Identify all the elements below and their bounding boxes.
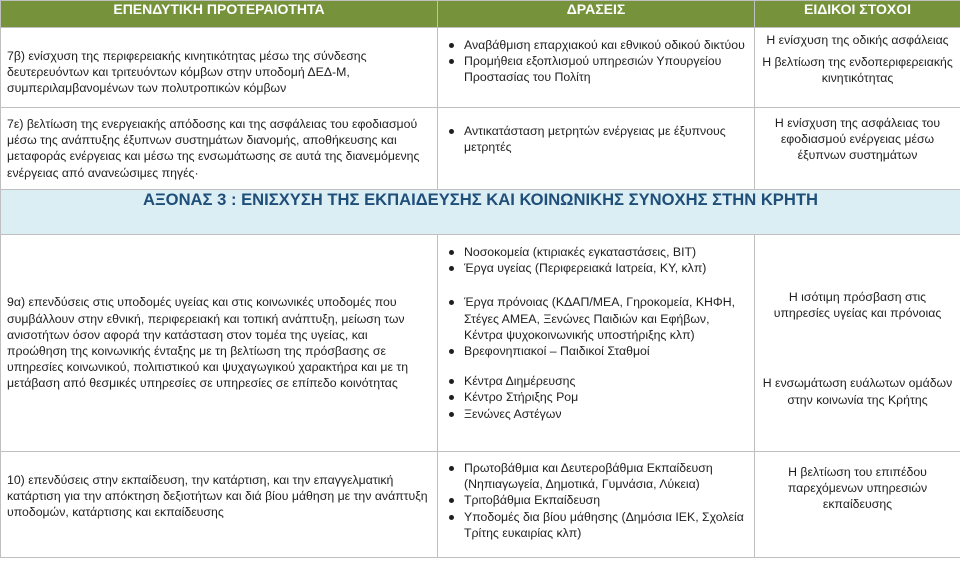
action-item: Τριτοβάθμια Εκπαίδευση <box>444 492 748 508</box>
action-item: Κέντρα Διημέρευσης <box>444 373 748 389</box>
axis-title: ΑΞΟΝΑΣ 3 : ΕΝΙΣΧΥΣΗ ΤΗΣ ΕΚΠΑΙΔΕΥΣΗΣ ΚΑΙ ΚΟΙΝΩΝΙΚΗΣ ΣΥΝΟΧΗΣ ΣΤΗΝ ΚΡΗΤΗ <box>1 190 960 235</box>
targets-cell <box>755 452 960 558</box>
actions-cell <box>438 108 755 190</box>
table-row <box>1 235 960 452</box>
axis-banner-row <box>1 190 960 235</box>
action-item: Κέντρο Στήριξης Ρομ <box>444 389 748 405</box>
priority-cell: 7β) ενίσχυση της περιφερειακής κινητικότητας μέσω της σύνδεσης δευτερευόντων και τριτευόντων κόμβων στην υποδομή ΔΕΔ-Μ, συμπεριλαμβανομένων των πολυτροπικών κόμβων <box>1 28 438 108</box>
table-row <box>1 28 960 108</box>
targets-cell <box>755 108 960 190</box>
action-item: Προμήθεια εξοπλισμού υπηρεσιών Υπουργείου Προστασίας του Πολίτη <box>444 53 748 85</box>
action-item: Έργα υγείας (Περιφερειακά Ιατρεία, ΚΥ, κλπ) <box>444 260 748 276</box>
header-targets: ΕΙΔΙΚΟΙ ΣΤΟΧΟΙ <box>755 1 960 28</box>
actions-cell <box>438 235 755 452</box>
target-text: Η βελτίωση της ενδοπεριφερειακής κινητικότητας <box>762 55 953 86</box>
actions-group-health <box>444 244 748 276</box>
target-text: Η ενίσχυση της ασφάλειας του εφοδιασμού ενέργειας μέσω έξυπνων συστημάτων <box>774 116 941 163</box>
actions-group-welfare <box>444 294 748 359</box>
actions-cell <box>438 28 755 108</box>
target-text: Η ισότιμη πρόσβαση στις υπηρεσίες υγείας και πρόνοιας <box>773 290 942 321</box>
action-item: Ξενώνες Αστέγων <box>444 406 748 422</box>
action-item: Νοσοκομεία (κτιριακές εγκαταστάσεις, ΒΙΤ) <box>444 244 748 260</box>
table-row <box>1 452 960 558</box>
targets-cell <box>755 28 960 108</box>
action-item: Αντικατάσταση μετρητών ενέργειας με έξυπνους μετρητές <box>444 123 748 155</box>
action-item: Έργα πρόνοιας (ΚΔΑΠ/ΜΕΑ, Γηροκομεία, ΚΗΦΗ, Στέγες ΑΜΕΑ, Ξενώνες Παιδιών και Εφήβων, Κέντρα ψυχοκοινωνικής υποστήριξης κλπ) <box>444 294 748 343</box>
actions-cell <box>438 452 755 558</box>
target-text: Η ενίσχυση της οδικής ασφάλειας <box>766 33 949 47</box>
header-priority: ΕΠΕΝΔΥΤΙΚΗ ΠΡΟΤΕΡΑΙΟΤΗΤΑ <box>1 1 438 28</box>
action-item: Πρωτοβάθμια και Δευτεροβάθμια Εκπαίδευση (Νηπιαγωγεία, Δημοτικά, Γυμνάσια, Λύκεια) <box>444 460 748 492</box>
table-row <box>1 108 960 190</box>
actions-group-social <box>444 373 748 422</box>
priority-cell: 7ε) βελτίωση της ενεργειακής απόδοσης και της ασφάλειας του εφοδιασμού μέσω της ανάπτυξης έξυπνων συστημάτων διανομής, αποθήκευσης και μεταφοράς ενέργειας και μέσω της ενσωμάτωσης σε αυτά της διανεμόμενης ενέργειας από ανανεώσιμες πηγές· <box>1 108 438 190</box>
header-actions: ΔΡΑΣΕΙΣ <box>438 1 755 28</box>
target-text: Η ενσωμάτωση ευάλωτων ομάδων στην κοινωνία της Κρήτης <box>762 376 953 407</box>
target-text: Η βελτίωση του επιπέδου παρεχόμενων υπηρεσιών εκπαίδευσης <box>787 465 928 512</box>
priority-cell: 10) επενδύσεις στην εκπαίδευση, την κατάρτιση, και την επαγγελματική κατάρτιση για την απόκτηση δεξιοτήτων και διά βίου μάθηση με την ανάπτυξη υποδομών, κατάρτισης και εκπαίδευσης <box>1 452 438 558</box>
action-item: Υποδομές δια βίου μάθησης (Δημόσια ΙΕΚ, Σχολεία Τρίτης ευκαιρίας κλπ) <box>444 509 748 541</box>
table-header-row <box>1 1 960 28</box>
targets-cell <box>755 235 960 452</box>
action-item: Βρεφονηπιακοί – Παιδικοί Σταθμοί <box>444 343 748 359</box>
priority-cell: 9α) επενδύσεις στις υποδομές υγείας και στις κοινωνικές υποδομές που συμβάλλουν στην εθνική, περιφερειακή και τοπική ανάπτυξη, μείωση των ανισοτήτων όσον αφορά την κατάσταση στον τομέα της υγείας, και προώθηση της κοινωνικής ένταξης με τη βελτίωση της πρόσβασης σε υπηρεσίες κοινωνικού, πολιτιστικού και ψυχαγωγικού χαρακτήρα και με τη μετάβαση από θεσμικές υπηρεσίες σε υπηρεσίες σε επίπεδο κοινότητας <box>1 235 438 452</box>
action-item: Αναβάθμιση επαρχιακού και εθνικού οδικού δικτύου <box>444 37 748 53</box>
